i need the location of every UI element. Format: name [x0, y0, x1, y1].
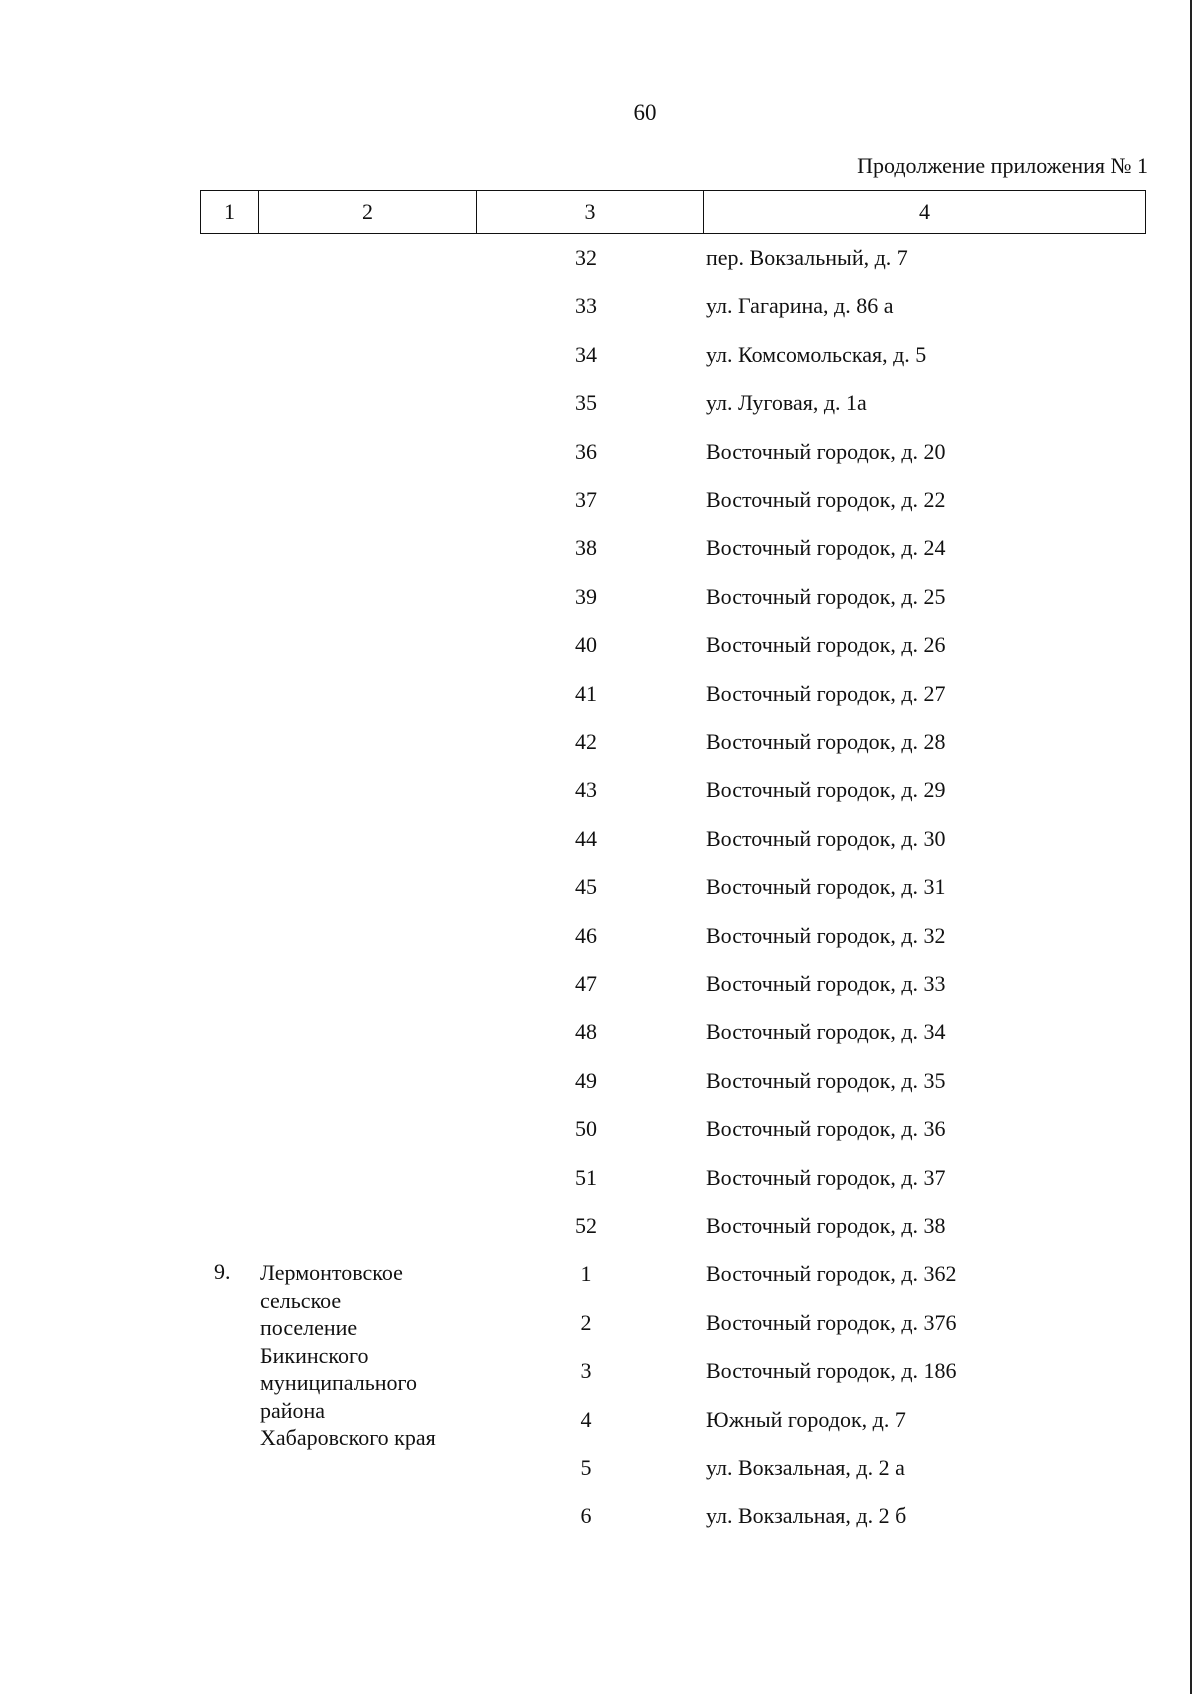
group-name-line: Хабаровского края	[260, 1425, 436, 1450]
row-number: 47	[575, 971, 597, 996]
row-number: 46	[575, 922, 597, 948]
table-row	[0, 485, 1200, 515]
page-number: 60	[633, 100, 657, 125]
row-address: пер. Вокзальный, д. 7	[706, 245, 908, 270]
row-number: 1	[580, 1261, 592, 1287]
row-address: ул. Гагарина, д. 86 а	[706, 293, 894, 319]
table-row	[0, 1259, 1200, 1289]
row-number: 37	[575, 487, 597, 512]
table-row	[0, 1405, 1200, 1435]
row-address: Восточный городок, д. 31	[706, 874, 946, 900]
table-row	[0, 1211, 1200, 1241]
row-address: Восточный городок, д. 25	[706, 583, 946, 609]
row-address: Восточный городок, д. 37	[706, 1164, 946, 1190]
table-row	[0, 727, 1200, 757]
row-number: 43	[575, 777, 597, 803]
group-name-line: Бикинского	[260, 1342, 369, 1368]
table-row	[0, 388, 1200, 418]
group-name-line: сельское	[260, 1287, 342, 1313]
row-address: Восточный городок, д. 35	[706, 1067, 946, 1093]
table-row	[0, 824, 1200, 854]
group-name-line: района	[260, 1397, 326, 1423]
row-address: Восточный городок, д. 376	[706, 1309, 957, 1335]
table-row	[0, 582, 1200, 612]
table-row	[0, 437, 1200, 467]
row-number: 33	[575, 293, 597, 319]
row-number: 6	[580, 1503, 592, 1529]
row-number: 34	[575, 341, 597, 367]
table-row	[0, 243, 1200, 273]
row-number: 3	[580, 1358, 592, 1384]
header-col-3: 3	[476, 191, 703, 233]
row-address: Восточный городок, д. 38	[706, 1213, 946, 1238]
table-row	[0, 1163, 1200, 1193]
group-name-line: поселение	[260, 1315, 358, 1340]
row-address: Восточный городок, д. 26	[706, 632, 946, 658]
table-row	[0, 969, 1200, 999]
group-name-line: муниципального	[260, 1370, 418, 1395]
table-row	[0, 1501, 1200, 1531]
row-address: Восточный городок, д. 33	[706, 971, 946, 996]
row-address: Восточный городок, д. 362	[706, 1261, 957, 1287]
continuation-label: Продолжение приложения № 1	[857, 153, 1148, 178]
group-index: 9.	[214, 1259, 231, 1284]
table-row	[0, 533, 1200, 563]
table-row	[0, 630, 1200, 660]
row-number: 4	[580, 1406, 592, 1432]
header-col-2: 2	[258, 191, 476, 233]
row-number: 52	[575, 1213, 597, 1238]
table-row	[0, 775, 1200, 805]
row-number: 32	[575, 245, 597, 270]
group-name	[260, 1259, 460, 1452]
row-number: 50	[575, 1116, 597, 1142]
row-number: 51	[575, 1164, 597, 1190]
table-row	[0, 340, 1200, 370]
row-number: 45	[575, 874, 597, 900]
row-number: 40	[575, 632, 597, 658]
row-address: ул. Луговая, д. 1а	[706, 390, 867, 416]
row-address: Восточный городок, д. 22	[706, 487, 946, 512]
row-address: Восточный городок, д. 186	[706, 1358, 957, 1384]
row-number: 48	[575, 1019, 597, 1045]
table-row	[0, 921, 1200, 951]
table-header	[200, 190, 1146, 234]
row-number: 2	[580, 1309, 592, 1335]
row-address: ул. Комсомольская, д. 5	[706, 341, 927, 367]
row-number: 39	[575, 583, 597, 609]
row-address: Восточный городок, д. 30	[706, 825, 946, 851]
header-col-4: 4	[703, 191, 1145, 233]
table-row	[0, 1114, 1200, 1144]
row-address: ул. Вокзальная, д. 2 а	[706, 1455, 905, 1480]
table-row	[0, 1356, 1200, 1386]
row-address: Восточный городок, д. 28	[706, 729, 946, 754]
table-row	[0, 1453, 1200, 1483]
row-number: 5	[580, 1455, 592, 1480]
table-row	[0, 1017, 1200, 1047]
table-row	[0, 679, 1200, 709]
row-address: Восточный городок, д. 34	[706, 1019, 946, 1045]
row-address: Восточный городок, д. 36	[706, 1116, 946, 1142]
table-row	[0, 291, 1200, 321]
table-row	[0, 1066, 1200, 1096]
row-number: 42	[575, 729, 597, 754]
row-number: 41	[575, 680, 597, 706]
row-address: ул. Вокзальная, д. 2 б	[706, 1503, 907, 1529]
group-name-line: Лермонтовское	[260, 1260, 403, 1285]
row-address: Восточный городок, д. 24	[706, 535, 946, 561]
row-address: Восточный городок, д. 29	[706, 777, 946, 803]
row-address: Восточный городок, д. 27	[706, 680, 946, 706]
row-number: 38	[575, 535, 597, 561]
table-row	[0, 1308, 1200, 1338]
header-col-1: 1	[224, 199, 235, 224]
row-address: Восточный городок, д. 20	[706, 438, 946, 464]
row-number: 35	[575, 390, 597, 416]
row-number: 44	[575, 825, 597, 851]
row-number: 49	[575, 1067, 597, 1093]
row-number: 36	[575, 438, 597, 464]
row-address: Южный городок, д. 7	[706, 1406, 906, 1432]
table-row	[0, 872, 1200, 902]
row-address: Восточный городок, д. 32	[706, 922, 946, 948]
